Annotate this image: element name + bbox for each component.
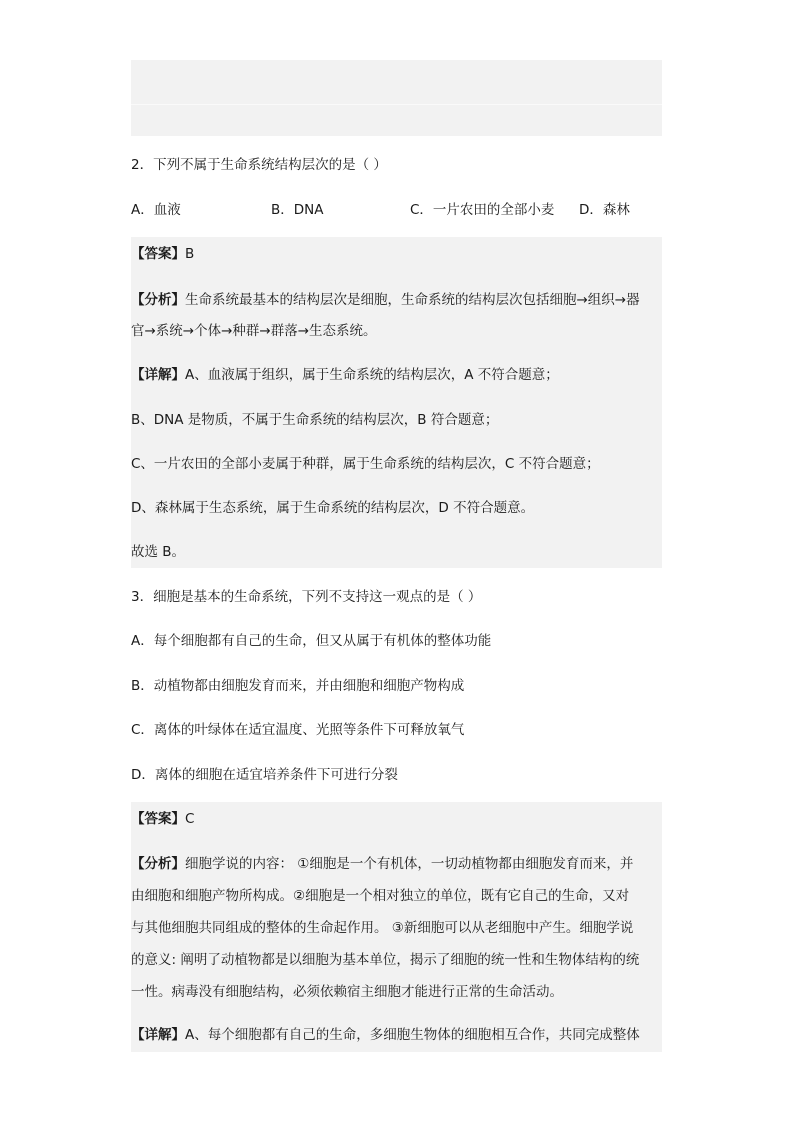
- option-d: D．森林: [579, 202, 630, 218]
- previous-answer-area: [131, 60, 662, 136]
- analysis-line-2: 由细胞和细胞产物所构成。②细胞是一个相对独立的单位，既有它自己的生命，又对: [131, 888, 630, 904]
- question-3-analysis: [131, 854, 662, 1014]
- question-2-conclusion: 故选 B。: [131, 544, 186, 560]
- answer-label: 【答案】: [131, 246, 185, 262]
- question-2-solution-box: [131, 237, 662, 568]
- detail-label: 【详解】: [131, 367, 185, 383]
- option-a: A．血液: [131, 202, 181, 218]
- question-3-answer: [131, 809, 662, 829]
- question-2-answer: [131, 244, 662, 264]
- answer-value: C: [185, 811, 195, 827]
- question-2-stem: 2．下列不属于生命系统结构层次的是（ ）: [131, 157, 387, 173]
- question-3-option-d: D．离体的细胞在适宜培养条件下可进行分裂: [131, 767, 398, 783]
- analysis-line-1: 生命系统最基本的结构层次是细胞，生命系统的结构层次包括细胞→组织→器: [185, 292, 640, 308]
- detail-label: 【详解】: [131, 1027, 185, 1043]
- option-b: B．DNA: [271, 202, 324, 218]
- analysis-line-5: 一性。病毒没有细胞结构，必须依赖宿主细胞才能进行正常的生命活动。: [131, 984, 563, 1000]
- analysis-line-2: 官→系统→个体→种群→群落→生态系统。: [131, 323, 377, 339]
- question-3-option-c: C．离体的叶绿体在适宜温度、光照等条件下可释放氧气: [131, 722, 465, 738]
- analysis-line-3: 与其他细胞共同组成的整体的生命起作用。 ③新细胞可以从老细胞中产生。细胞学说: [131, 920, 634, 936]
- analysis-label: 【分析】: [131, 292, 185, 308]
- question-3-stem: 3．细胞是基本的生命系统，下列不支持这一观点的是（ ）: [131, 589, 482, 605]
- option-c: C．一片农田的全部小麦: [410, 202, 555, 218]
- question-2-detail-d: D、森林属于生态系统，属于生命系统的结构层次，D 不符合题意。: [131, 500, 535, 516]
- answer-label: 【答案】: [131, 811, 185, 827]
- question-2-detail-b: B、DNA 是物质，不属于生命系统的结构层次，B 符合题意；: [131, 412, 499, 428]
- detail-a-text: A、每个细胞都有自己的生命，多细胞生物体的细胞相互合作，共同完成整体: [185, 1027, 640, 1043]
- question-3-option-a: A．每个细胞都有自己的生命，但又从属于有机体的整体功能: [131, 633, 492, 649]
- question-2-options: [131, 200, 662, 220]
- question-2-analysis: [131, 290, 662, 341]
- question-3-detail-a: [131, 1025, 662, 1045]
- question-2-detail-a: [131, 365, 662, 385]
- analysis-label: 【分析】: [131, 856, 185, 872]
- divider: [131, 104, 662, 105]
- question-2-detail-c: C、一片农田的全部小麦属于种群，属于生命系统的结构层次，C 不符合题意；: [131, 456, 600, 472]
- answer-value: B: [185, 246, 195, 262]
- detail-a-text: A、血液属于组织，属于生命系统的结构层次，A 不符合题意；: [185, 367, 559, 383]
- question-3-option-b: B．动植物都由细胞发育而来，并由细胞和细胞产物构成: [131, 678, 465, 694]
- analysis-line-1: 细胞学说的内容： ①细胞是一个有机体，一切动植物都由细胞发育而来，并: [185, 856, 634, 872]
- analysis-line-4: 的意义: 阐明了动植物都是以细胞为基本单位，揭示了细胞的统一性和生物体结构的统: [131, 952, 640, 968]
